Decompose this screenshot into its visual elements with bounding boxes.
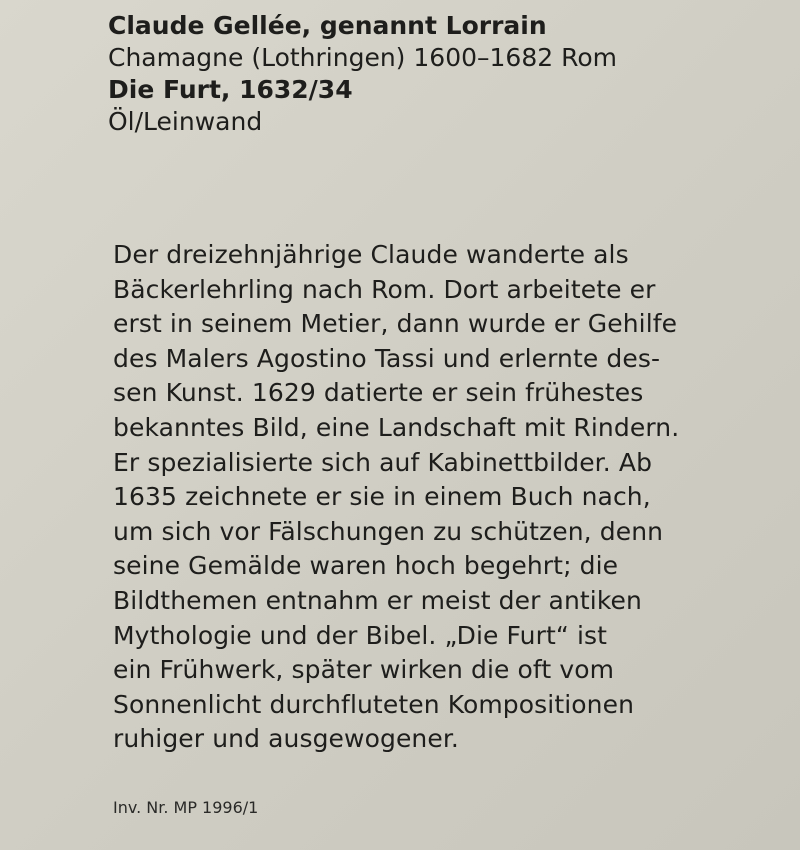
description-line: erst in seinem Metier, dann wurde er Gehilfe — [113, 309, 678, 339]
description-line: Sonnenlicht durchfluteten Kompositionen — [113, 689, 635, 719]
description-line: Bildthemen entnahm er meist der antiken — [113, 585, 642, 615]
artist-origin-dates: Chamagne (Lothringen) 1600–1682 Rom — [108, 43, 617, 72]
description-line: ein Frühwerk, später wirken die oft vom — [113, 655, 615, 685]
artwork-medium: Öl/Leinwand — [108, 107, 263, 136]
description-line: Bäckerlehrling nach Rom. Dort arbeitete er — [113, 274, 656, 304]
description-line: Mythologie und der Bibel. „Die Furt“ ist — [113, 620, 608, 650]
description-line: Er spezialisierte sich auf Kabinettbilder. Ab — [113, 447, 653, 477]
description-line: 1635 zeichnete er sie in einem Buch nach, — [113, 482, 651, 512]
description-line: ruhiger und ausgewogener. — [113, 724, 459, 754]
label-header — [108, 10, 617, 138]
description-line: sen Kunst. 1629 datierte er sein frühestes — [113, 378, 644, 408]
description-line: des Malers Agostino Tassi und erlernte des- — [113, 343, 661, 373]
artist-name: Claude Gellée, genannt Lorrain — [108, 11, 547, 40]
artwork-title: Die Furt, 1632/34 — [108, 75, 353, 104]
description-line: Der dreizehnjährige Claude wanderte als — [113, 240, 629, 269]
description-line: bekanntes Bild, eine Landschaft mit Rindern. — [113, 412, 680, 442]
description-line: um sich vor Fälschungen zu schützen, denn — [113, 516, 664, 546]
label-description — [113, 238, 679, 757]
inventory-number: Inv. Nr. MP 1996/1 — [113, 798, 259, 817]
description-line: seine Gemälde waren hoch begehrt; die — [113, 551, 619, 581]
